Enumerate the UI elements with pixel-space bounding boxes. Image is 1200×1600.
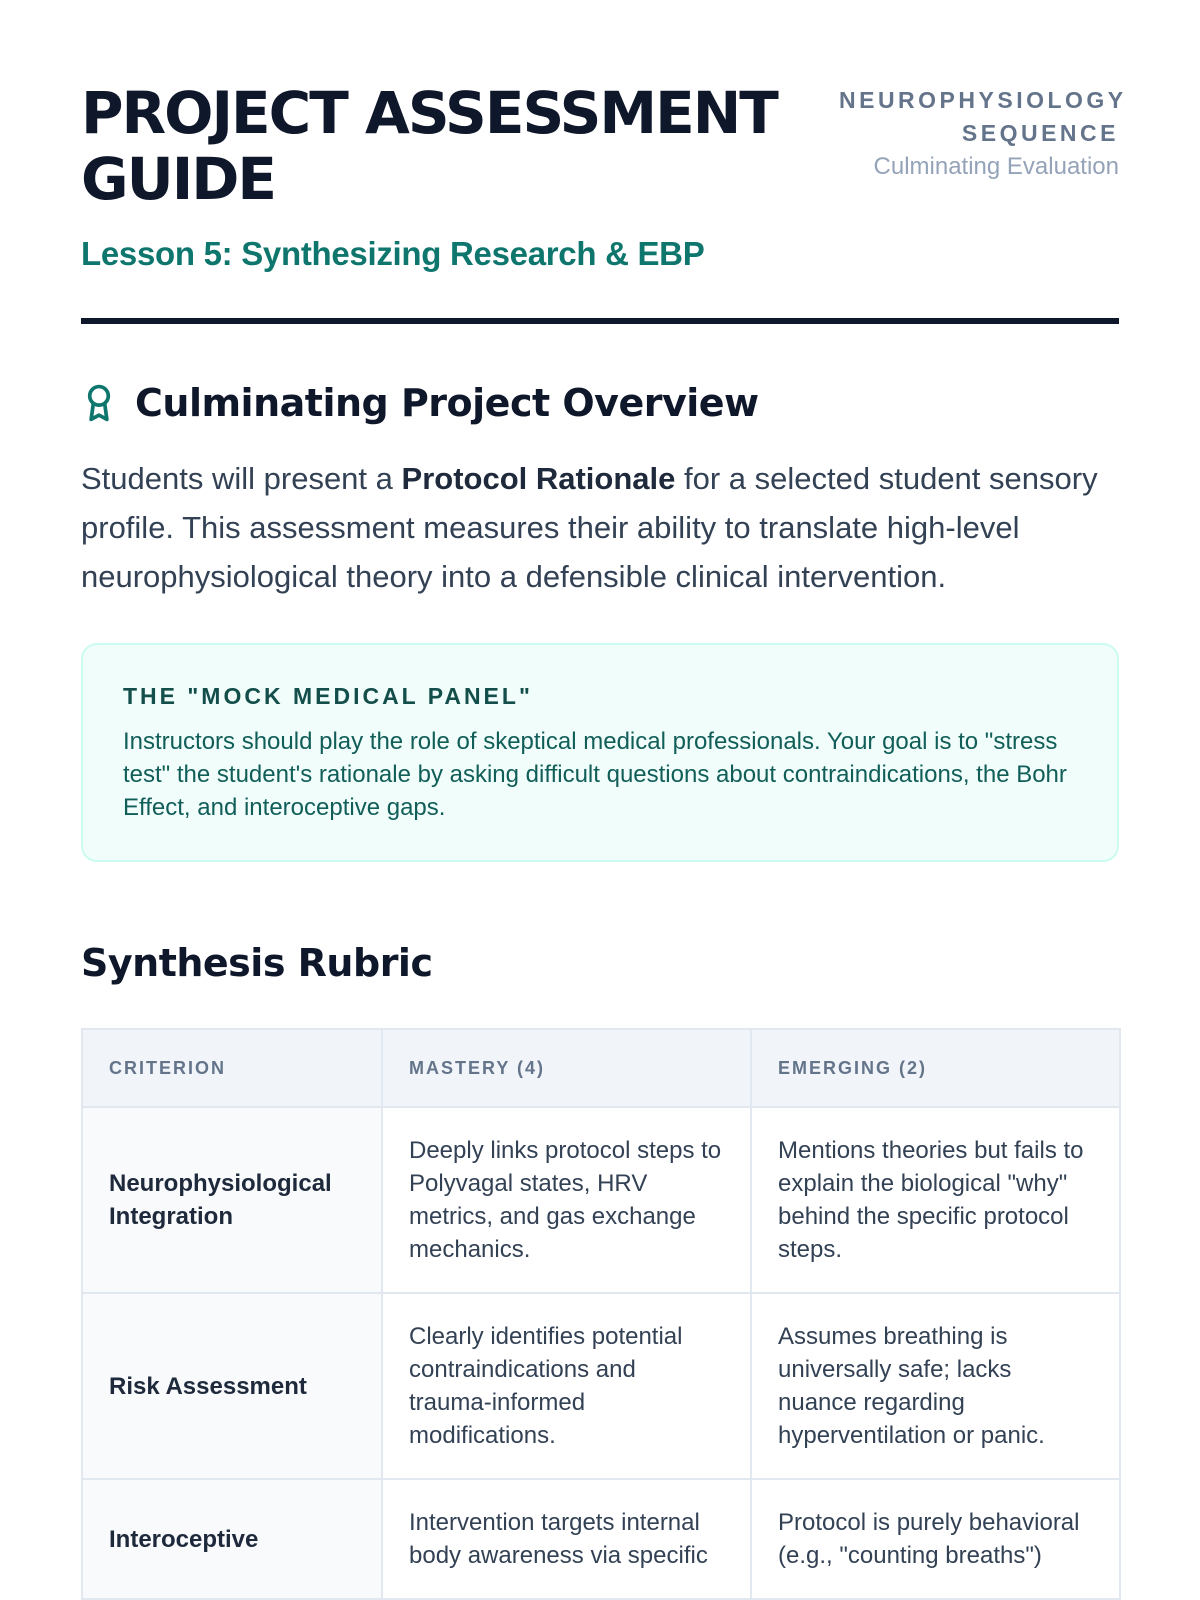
overview-heading bbox=[81, 380, 1119, 426]
criterion-cell: Risk Assessment bbox=[82, 1293, 382, 1479]
criterion-cell: Neurophysiological Integration bbox=[82, 1107, 382, 1293]
lesson-subtitle: Lesson 5: Synthesizing Research & EBP bbox=[81, 235, 705, 272]
title-block bbox=[81, 80, 801, 274]
rubric-title: Synthesis Rubric bbox=[81, 941, 433, 985]
emerging-cell: Protocol is purely behavioral (e.g., "counting breaths") bbox=[751, 1479, 1120, 1599]
intro-text-end: for a selected student sensory profile. This assessment measures their ability to translate high-level neurophysiological theory into a defensible clinical intervention. bbox=[81, 461, 1098, 594]
table-row bbox=[82, 1479, 1120, 1599]
document-header bbox=[81, 79, 1127, 274]
header-emerging: EMERGING (2) bbox=[751, 1029, 1120, 1107]
intro-text-start: Students will present a bbox=[81, 461, 402, 496]
mock-panel-callout bbox=[81, 643, 1119, 862]
emerging-cell: Mentions theories but fails to explain the biological "why" behind the specific protocol steps. bbox=[751, 1107, 1120, 1293]
header-criterion: CRITERION bbox=[82, 1029, 382, 1107]
table-row bbox=[82, 1107, 1120, 1293]
header-mastery: MASTERY (4) bbox=[382, 1029, 751, 1107]
table-row bbox=[82, 1293, 1120, 1479]
table-header-row bbox=[82, 1029, 1120, 1107]
criterion-cell: Interoceptive bbox=[82, 1479, 382, 1599]
overview-title: Culminating Project Overview bbox=[135, 381, 759, 425]
header-divider bbox=[81, 318, 1119, 324]
overview-intro bbox=[81, 454, 1119, 601]
rubric-table bbox=[81, 1028, 1121, 1600]
course-name: NEUROPHYSIOLOGY SEQUENCE bbox=[839, 87, 1127, 146]
page-title: PROJECT ASSESSMENT GUIDE bbox=[81, 79, 777, 213]
emerging-cell: Assumes breathing is universally safe; lacks nuance regarding hyperventilation or panic. bbox=[751, 1293, 1120, 1479]
award-icon bbox=[81, 383, 117, 423]
course-meta bbox=[839, 80, 1127, 184]
callout-text: Instructors should play the role of skeptical medical professionals. Your goal is to "stress test" the student's rationale by asking difficult questions about contraindications, the Bohr Effect, and interoceptive gaps. bbox=[123, 728, 1067, 821]
mastery-cell: Deeply links protocol steps to Polyvagal states, HRV metrics, and gas exchange mechanics. bbox=[382, 1107, 751, 1293]
mastery-cell: Intervention targets internal body awareness via specific bbox=[382, 1479, 751, 1599]
mastery-cell: Clearly identifies potential contraindications and trauma-informed modifications. bbox=[382, 1293, 751, 1479]
callout-title: THE "MOCK MEDICAL PANEL" bbox=[123, 683, 533, 709]
course-subtitle: Culminating Evaluation bbox=[873, 153, 1119, 180]
intro-highlight: Protocol Rationale bbox=[401, 461, 676, 496]
